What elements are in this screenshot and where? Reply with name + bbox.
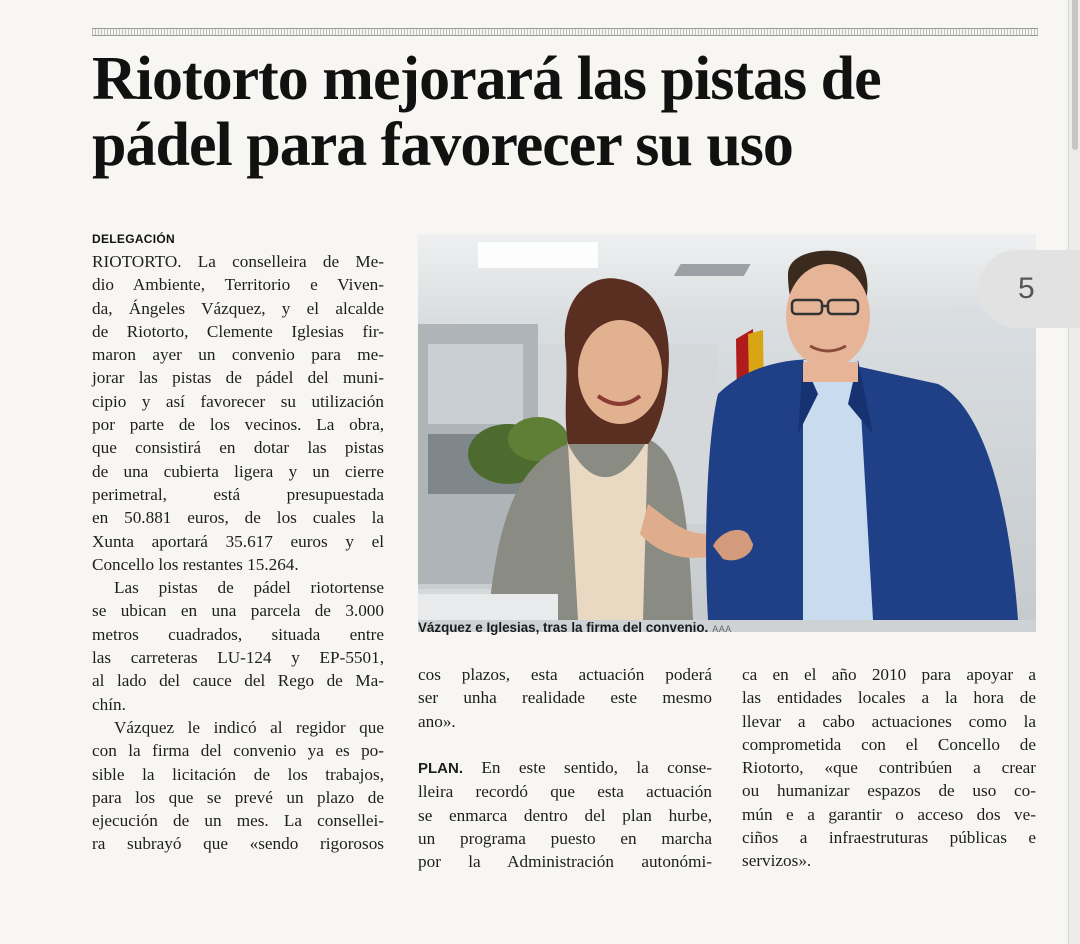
text-line: Vázquez le indicó al regidor que <box>114 717 384 737</box>
text-line: se enmarca dentro del plan hurbe, <box>418 805 712 825</box>
text-line: para los que se prevé un plazo de <box>92 787 384 807</box>
text-line: da, Ángeles Vázquez, y el alcalde <box>92 298 384 318</box>
photo-credit: AAA <box>712 624 732 634</box>
text-line: cipio y así favorecer su utilización <box>92 391 384 411</box>
text-line: las carreteras LU-124 y EP-5501, <box>92 648 384 668</box>
text-line: al lado del cauce del Rego de Ma- <box>92 671 384 691</box>
page-number-badge[interactable] <box>978 250 1080 328</box>
text-line: por parte de los vecinos. La obra, <box>92 415 384 435</box>
text-line: chín. <box>92 694 126 714</box>
text-line: Concello los restantes 15.264. <box>92 554 299 574</box>
article-photo <box>418 234 1036 632</box>
plan-keyword: PLAN. <box>418 760 463 778</box>
article-column-2 <box>418 663 712 874</box>
text-line: ejecución de un mes. La consellei- <box>92 811 384 831</box>
text-line: con la firma del convenio ya es po- <box>92 741 384 761</box>
text-line: de Riotorto, Clemente Iglesias fir- <box>92 321 384 341</box>
text-line: un programa puesto en marcha <box>418 829 712 849</box>
text-line: dio Ambiente, Territorio e Viven- <box>92 275 384 295</box>
text-line: Riotorto, «que contribúen a crear <box>742 758 1036 778</box>
text-line: jorar las pistas de pádel del muni- <box>92 368 384 388</box>
text-line: mún e a garantir o acceso dos ve- <box>742 804 1036 824</box>
page-number: 5 <box>1018 272 1035 305</box>
section-tag: DELEGACIÓN <box>92 232 176 246</box>
article-column-3 <box>742 663 1036 873</box>
handshake-photo-illustration <box>418 234 1036 620</box>
blank-line <box>418 733 712 756</box>
text-line: metros cuadrados, situada entre <box>92 624 384 644</box>
text-line: Las pistas de pádel riotortense <box>114 578 384 598</box>
text-line: las entidades locales a la hora de <box>742 688 1036 708</box>
photo-caption <box>418 620 1036 635</box>
caption-text: Vázquez e Iglesias, tras la firma del convenio. <box>418 620 709 635</box>
text-line: comprometida con el Concello de <box>742 734 1036 754</box>
text-line: se ubican en una parcela de 3.000 <box>92 601 384 621</box>
top-rule <box>92 28 1038 36</box>
text-line: maron ayer un convenio para me- <box>92 345 384 365</box>
text-line: sible la licitación de los trabajos, <box>92 764 384 784</box>
text-line: perimetral, está presupuestada <box>92 484 384 504</box>
viewer-scroll-thumb[interactable] <box>1072 0 1078 150</box>
article-column-1 <box>92 250 384 856</box>
headline-line: Riotorto mejorará las pistas de <box>92 45 881 113</box>
text-line: llevar a cabo actuaciones como la <box>742 711 1036 731</box>
text-line: ano». <box>418 711 456 731</box>
headline <box>92 46 1032 178</box>
text-line: que consistirá en dotar las pistas <box>92 438 384 458</box>
text-line: por la Administración autonómi- <box>418 852 712 872</box>
text-line: ciños a infraestruturas públicas e <box>742 828 1036 848</box>
text-line: RIOTORTO. La conselleira de Me- <box>92 252 384 271</box>
text-line: lleira recordó que esta actuación <box>418 782 712 802</box>
text-line: servizos». <box>742 851 812 871</box>
text-line: ca en el año 2010 para apoyar a <box>742 665 1036 684</box>
text-line: ou humanizar espazos de uso co- <box>742 781 1036 801</box>
text-line: ser unha realidade este mesmo <box>418 688 712 708</box>
text-line: en 50.881 euros, de los cuales la <box>92 508 384 528</box>
text-line: Xunta aportará 35.617 euros y el <box>92 531 384 551</box>
text-line: ra subrayó que «sendo rigorosos <box>92 834 384 854</box>
plan-text: En este sentido, la conse- <box>481 758 713 778</box>
headline-line: pádel para favorecer su uso <box>92 111 793 179</box>
text-line <box>418 756 712 780</box>
text-line: de una cubierta ligera y un cierre <box>92 461 384 481</box>
text-line: cos plazos, esta actuación poderá <box>418 665 712 684</box>
